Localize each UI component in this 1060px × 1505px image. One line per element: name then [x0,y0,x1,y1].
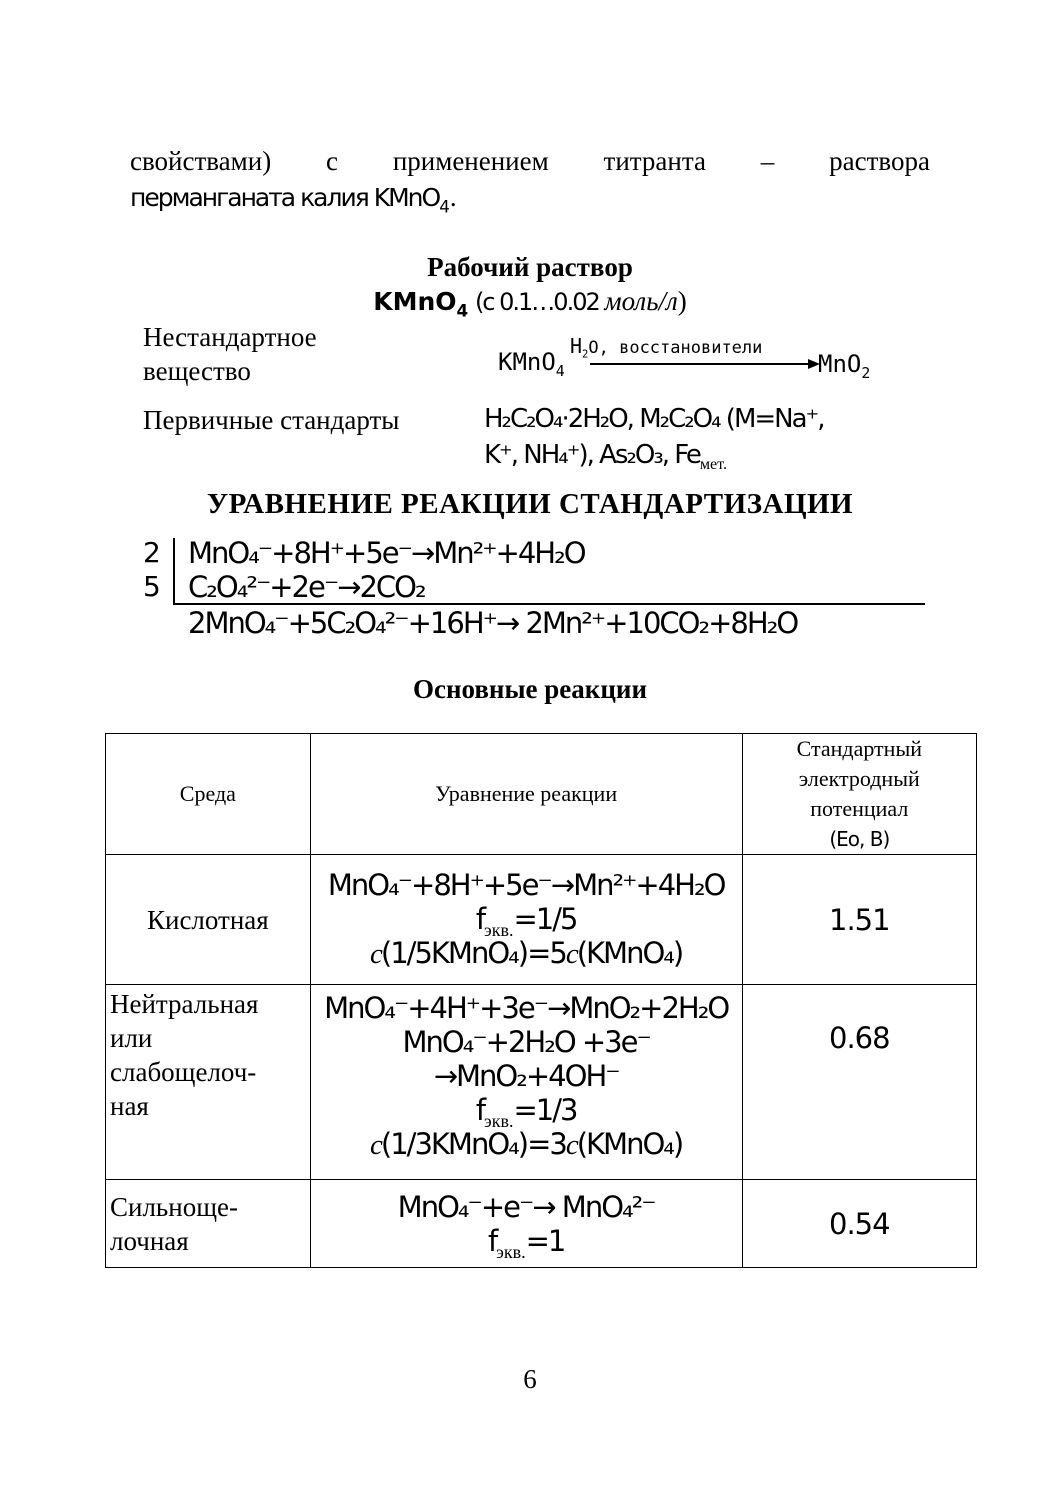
working-solution-conc: (c 0.1…0.02 [474,288,605,316]
working-solution-unit: моль/л [604,286,678,316]
working-solution-formula: KMnO [373,287,457,316]
equivalence-factor [315,902,738,940]
primary-standards-line-2-sub: мет. [699,456,728,474]
medium-line: Нейтральная [110,989,259,1019]
medium-line: Сильноще- [110,1191,238,1222]
conditions-h: H [570,334,583,358]
intro-word: титранта [603,146,706,176]
c-text: (1/3KMnO₄)=3 [380,1127,566,1161]
equation-line: MnO₄⁻+4H⁺+3e⁻→MnO₂+2H₂O [324,991,729,1025]
row-equation [310,1180,742,1268]
f-symbol: f [475,1093,485,1127]
primary-standards-formulas [484,401,824,473]
f-sub: экв. [484,1110,514,1131]
row-potential: 0.54 [742,1180,976,1268]
row-medium [106,985,311,1180]
coef-1: 2 [143,536,161,569]
row-equation [310,855,742,985]
row-medium: Кислотная [106,855,311,985]
standardization-title: УРАВНЕНИЕ РЕАКЦИИ СТАНДАРТИЗАЦИИ [206,488,854,520]
medium-line: ная [110,1091,149,1121]
header-potential-line: (Eo, B) [829,827,890,851]
row-medium [106,1180,311,1268]
c-symbol: c [565,1129,577,1161]
table-header-row [106,734,977,855]
equation-line: MnO₄⁻+e⁻→ MnO₄²⁻ [397,1189,655,1224]
nonstandard-product-sub: 2 [861,363,871,382]
overall-reaction: 2MnO₄⁻+5C₂O₄²⁻+16H⁺→ 2Mn²⁺+10CO₂+8H₂O [188,606,798,640]
nonstandard-conditions [570,334,763,361]
f-sub: экв. [496,1241,526,1262]
nonstandard-label-line-2: вещество [143,356,251,386]
c-symbol: c [370,938,381,970]
main-reactions-title: Основные реакции [412,674,648,704]
primary-standards-line-2-text: K⁺, NH₄⁺), As₂O₃, Fe [484,440,700,470]
header-potential-line: Стандартный [796,736,922,761]
row-potential: 1.51 [742,855,976,985]
working-solution-conc-end: ) [677,286,687,316]
c-symbol: c [565,938,577,970]
stoich-coefficients [143,536,161,604]
working-solution-formula-line [0,284,1060,319]
concentration-relation [315,936,738,971]
intro-line-2-sub: 4 [439,196,450,217]
reaction-arrow-line [590,363,812,365]
equivalence-factor [315,1223,738,1262]
intro-paragraph [130,143,930,216]
intro-line-2-text: перманганата калия KMnO [130,183,440,212]
f-value: =1/5 [513,902,577,936]
intro-line-2-end: . [449,182,457,212]
coef-2: 5 [143,570,161,603]
f-symbol: f [487,1223,497,1258]
reactions-table [105,733,977,1268]
nonstandard-reactant-text: KMnO [498,348,556,376]
conditions-rest: O, восстановители [588,338,763,358]
f-value: =1 [525,1223,565,1258]
working-solution-title: Рабочий раствор [427,252,633,282]
f-value: =1/3 [513,1093,577,1127]
intro-word: применением [392,146,549,176]
half-reaction-1: MnO₄⁻+8H⁺+5e⁻→Mn²⁺+4H₂O [188,536,585,570]
conditions-sub: 2 [582,348,589,361]
medium-line: или [110,1023,153,1053]
medium-line: слабощелоч- [110,1057,257,1087]
coef-divider-vertical [173,538,175,604]
medium-line: лочная [110,1225,189,1256]
nonstandard-reactant [498,348,565,380]
intro-line-2 [130,179,930,216]
primary-standards-line-2 [484,437,824,473]
table-row [106,985,977,1180]
equation-line: MnO₄⁻+2H₂O +3e⁻ [402,1025,650,1059]
concentration-relation [315,1127,738,1162]
header-potential-line: потенциал [810,796,909,821]
c-text: (1/5KMnO₄)=5 [380,936,566,970]
c-text: (KMnO₄) [576,1127,683,1161]
header-potential-line: электродный [798,766,920,791]
nonstandard-reactant-sub: 4 [555,361,565,380]
f-symbol: f [475,902,485,936]
half-reaction-2: C₂O₄²⁻+2e⁻→2CO₂ [188,570,425,604]
intro-word: с [326,146,338,176]
intro-word: – [760,146,775,176]
intro-word: раствора [829,146,930,176]
equation-line: →MnO₂+4OH⁻ [433,1059,619,1093]
table-row [106,855,977,985]
nonstandard-label-line-1: Нестандартное [143,322,317,352]
page-number: 6 [523,1364,537,1394]
primary-standards-label: Первичные стандарты [143,405,400,435]
primary-standards-line-1: H₂C₂O₄·2H₂O, M₂C₂O₄ (M=Na⁺, [484,404,824,434]
equivalence-factor [315,1093,738,1131]
intro-word: свойствами) [130,146,272,176]
working-solution-formula-sub: 4 [456,300,469,321]
header-equation: Уравнение реакции [310,734,742,855]
row-potential: 0.68 [742,985,976,1180]
nonstandard-product-text: MnO [818,350,862,378]
header-medium: Среда [106,734,311,855]
c-text: (KMnO₄) [576,936,683,970]
intro-line-1 [130,143,930,179]
row-equation [310,985,742,1180]
nonstandard-product [818,350,871,382]
table-row [106,1180,977,1268]
nonstandard-label [143,320,317,388]
f-sub: экв. [484,919,514,940]
equation-line: MnO₄⁻+8H⁺+5e⁻→Mn²⁺+4H₂O [327,868,725,902]
header-potential [742,734,976,855]
c-symbol: c [370,1129,381,1161]
